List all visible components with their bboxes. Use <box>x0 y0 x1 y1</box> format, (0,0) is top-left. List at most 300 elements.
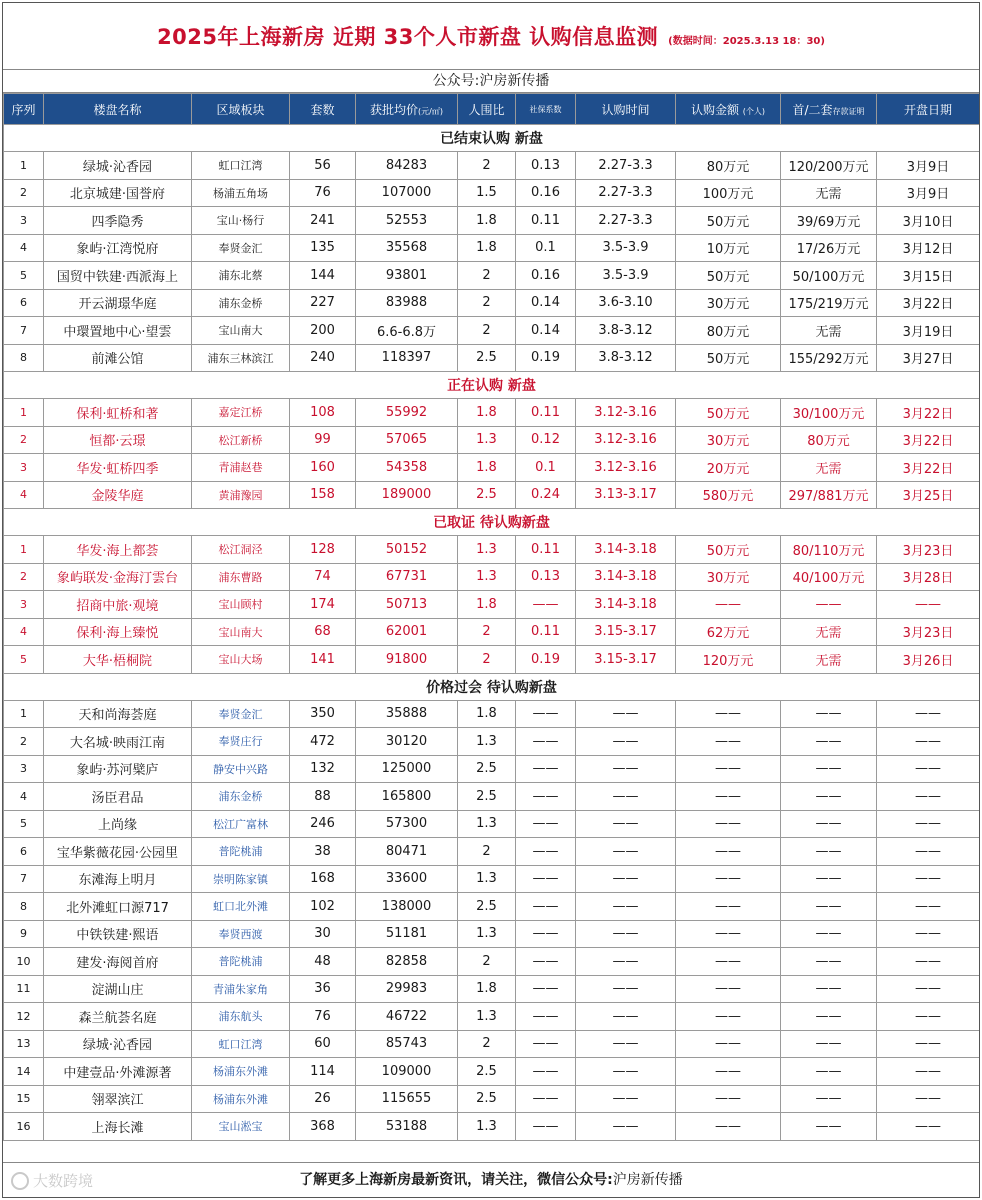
cell-area: 青浦赵巷 <box>192 454 290 482</box>
table-row <box>4 948 980 976</box>
cell-units: 141 <box>290 646 356 674</box>
cell-nm: 中建壹品·外滩源著 <box>44 1058 192 1086</box>
cell-coef: —— <box>516 1030 576 1058</box>
cell-units: 30 <box>290 920 356 948</box>
cell-price: 35888 <box>356 700 458 728</box>
cell-price: 57300 <box>356 810 458 838</box>
cell-price: 30120 <box>356 728 458 756</box>
cell-open: 3月26日 <box>877 646 980 674</box>
cell-coef: —— <box>516 893 576 921</box>
col-header-name: 楼盘名称 <box>44 94 192 125</box>
listing-table <box>3 93 980 1141</box>
cell-area: 奉贤金汇 <box>192 700 290 728</box>
report-title-bar <box>3 3 979 70</box>
cell-area: 松江新桥 <box>192 426 290 454</box>
cell-coef: 0.16 <box>516 179 576 207</box>
cell-coef: —— <box>516 865 576 893</box>
cell-amount: —— <box>676 591 781 619</box>
cell-nm: 金陵华庭 <box>44 481 192 509</box>
cell-ratio: 2 <box>458 262 516 290</box>
cell-area: 黄浦豫园 <box>192 481 290 509</box>
cell-time: 3.14-3.18 <box>576 563 676 591</box>
cell-idx: 7 <box>4 317 44 345</box>
data-timestamp: (数据时间：2025.3.13 18：30) <box>668 35 825 47</box>
cell-ratio: 2 <box>458 152 516 180</box>
cell-open: 3月28日 <box>877 563 980 591</box>
cell-time: 3.13-3.17 <box>576 481 676 509</box>
cell-nm: 招商中旅·观境 <box>44 591 192 619</box>
cell-open: —— <box>877 755 980 783</box>
cell-amount: —— <box>676 783 781 811</box>
table-row <box>4 1030 980 1058</box>
cell-area: 宝山·杨行 <box>192 207 290 235</box>
cell-nm: 华发·海上都荟 <box>44 536 192 564</box>
cell-units: 48 <box>290 948 356 976</box>
table-row <box>4 262 980 290</box>
cell-time: —— <box>576 755 676 783</box>
cell-ratio: 1.8 <box>458 207 516 235</box>
cell-units: 36 <box>290 975 356 1003</box>
cell-coef: —— <box>516 975 576 1003</box>
cell-time: 3.15-3.17 <box>576 646 676 674</box>
cell-units: 368 <box>290 1113 356 1141</box>
cell-ratio: 1.8 <box>458 454 516 482</box>
cell-area: 奉贤金汇 <box>192 234 290 262</box>
cell-ratio: 2.5 <box>458 1058 516 1086</box>
cell-area: 杨浦东外滩 <box>192 1085 290 1113</box>
ongoing-rows <box>4 399 980 509</box>
cell-ratio: 2.5 <box>458 783 516 811</box>
cell-deposit: 297/881万元 <box>781 481 877 509</box>
cell-price: 165800 <box>356 783 458 811</box>
cell-coef: —— <box>516 920 576 948</box>
cell-deposit: —— <box>781 810 877 838</box>
cell-amount: 20万元 <box>676 454 781 482</box>
table-row <box>4 1058 980 1086</box>
cell-ratio: 2 <box>458 646 516 674</box>
cell-price: 46722 <box>356 1003 458 1031</box>
cell-idx: 6 <box>4 838 44 866</box>
cell-open: —— <box>877 920 980 948</box>
cell-open: —— <box>877 700 980 728</box>
cell-nm: 绿城·沁香园 <box>44 152 192 180</box>
cell-units: 38 <box>290 838 356 866</box>
cell-ratio: 1.8 <box>458 975 516 1003</box>
cell-coef: 0.12 <box>516 426 576 454</box>
cell-coef: —— <box>516 948 576 976</box>
cell-amount: 50万元 <box>676 344 781 372</box>
cell-open: —— <box>877 948 980 976</box>
cell-area: 奉贤西渡 <box>192 920 290 948</box>
cell-nm: 建发·海阅首府 <box>44 948 192 976</box>
cell-time: —— <box>576 1003 676 1031</box>
cell-idx: 2 <box>4 563 44 591</box>
cell-open: 3月27日 <box>877 344 980 372</box>
table-row <box>4 289 980 317</box>
cell-idx: 1 <box>4 152 44 180</box>
cell-nm: 上尚缘 <box>44 810 192 838</box>
table-row <box>4 344 980 372</box>
cell-open: 3月15日 <box>877 262 980 290</box>
cell-coef: 0.14 <box>516 317 576 345</box>
cell-amount: 100万元 <box>676 179 781 207</box>
cell-nm: 四季隐秀 <box>44 207 192 235</box>
cell-units: 168 <box>290 865 356 893</box>
cell-open: 3月23日 <box>877 536 980 564</box>
cell-amount: 10万元 <box>676 234 781 262</box>
cell-coef: —— <box>516 1003 576 1031</box>
cell-price: 93801 <box>356 262 458 290</box>
col-header-index: 序列 <box>4 94 44 125</box>
cell-time: —— <box>576 1085 676 1113</box>
cell-area: 浦东曹路 <box>192 563 290 591</box>
table-row <box>4 179 980 207</box>
cell-price: 35568 <box>356 234 458 262</box>
cell-nm: 象屿·江湾悦府 <box>44 234 192 262</box>
cell-deposit: —— <box>781 1003 877 1031</box>
cell-units: 60 <box>290 1030 356 1058</box>
cell-idx: 3 <box>4 755 44 783</box>
cell-ratio: 1.8 <box>458 591 516 619</box>
cell-nm: 华发·虹桥四季 <box>44 454 192 482</box>
cell-units: 246 <box>290 810 356 838</box>
cell-time: —— <box>576 865 676 893</box>
cell-area: 崇明陈家镇 <box>192 865 290 893</box>
cell-price: 84283 <box>356 152 458 180</box>
cell-ratio: 2.5 <box>458 344 516 372</box>
cell-time: —— <box>576 838 676 866</box>
cell-ratio: 1.3 <box>458 426 516 454</box>
cell-coef: 0.1 <box>516 454 576 482</box>
cell-coef: —— <box>516 700 576 728</box>
cell-nm: 北京城建·国誉府 <box>44 179 192 207</box>
cell-idx: 12 <box>4 1003 44 1031</box>
cell-open: 3月23日 <box>877 618 980 646</box>
cell-area: 杨浦五角场 <box>192 179 290 207</box>
cell-time: —— <box>576 700 676 728</box>
cell-deposit: 175/219万元 <box>781 289 877 317</box>
cell-price: 118397 <box>356 344 458 372</box>
cell-open: 3月9日 <box>877 152 980 180</box>
section-header-ended: 已结束认购 新盘 <box>4 125 980 152</box>
cell-ratio: 1.8 <box>458 700 516 728</box>
cell-deposit: 80/110万元 <box>781 536 877 564</box>
cell-idx: 4 <box>4 234 44 262</box>
cell-coef: 0.13 <box>516 152 576 180</box>
cell-ratio: 2 <box>458 838 516 866</box>
cell-time: —— <box>576 920 676 948</box>
cell-price: 109000 <box>356 1058 458 1086</box>
cell-coef: 0.19 <box>516 344 576 372</box>
cell-idx: 2 <box>4 728 44 756</box>
cell-price: 57065 <box>356 426 458 454</box>
cell-time: 3.6-3.10 <box>576 289 676 317</box>
cell-price: 125000 <box>356 755 458 783</box>
col-header-ratio: 人围比 <box>458 94 516 125</box>
cell-ratio: 2.5 <box>458 1085 516 1113</box>
cell-nm: 森兰航荟名庭 <box>44 1003 192 1031</box>
cell-ratio: 1.3 <box>458 810 516 838</box>
cell-ratio: 1.8 <box>458 234 516 262</box>
cell-time: 3.14-3.18 <box>576 591 676 619</box>
cell-units: 158 <box>290 481 356 509</box>
cell-units: 108 <box>290 399 356 427</box>
cell-nm: 东滩海上明月 <box>44 865 192 893</box>
cell-area: 虹口北外滩 <box>192 893 290 921</box>
cell-units: 76 <box>290 179 356 207</box>
cell-idx: 14 <box>4 1058 44 1086</box>
cell-nm: 汤臣君品 <box>44 783 192 811</box>
table-row <box>4 399 980 427</box>
cell-deposit: 155/292万元 <box>781 344 877 372</box>
ended-rows <box>4 152 980 372</box>
cell-deposit: —— <box>781 1058 877 1086</box>
cell-open: —— <box>877 838 980 866</box>
cell-nm: 开云湖璟华庭 <box>44 289 192 317</box>
cell-ratio: 1.3 <box>458 1003 516 1031</box>
cell-open: —— <box>877 975 980 1003</box>
cell-idx: 4 <box>4 618 44 646</box>
cell-nm: 象屿·苏河檗庐 <box>44 755 192 783</box>
report-title: 2025年上海新房 近期 33个人市新盘 认购信息监测 <box>157 25 659 49</box>
watermark-ring-icon <box>11 1172 29 1190</box>
cell-deposit: —— <box>781 728 877 756</box>
cell-open: —— <box>877 1085 980 1113</box>
cell-area: 虹口江湾 <box>192 1030 290 1058</box>
cell-nm: 大名城·映雨江南 <box>44 728 192 756</box>
cell-time: 2.27-3.3 <box>576 152 676 180</box>
cell-idx: 8 <box>4 344 44 372</box>
cell-price: 83988 <box>356 289 458 317</box>
col-header-sub-time: 认购时间 <box>576 94 676 125</box>
cell-nm: 大华·梧桐院 <box>44 646 192 674</box>
table-row <box>4 1113 980 1141</box>
table-row <box>4 865 980 893</box>
cell-idx: 4 <box>4 481 44 509</box>
table-row <box>4 728 980 756</box>
cell-idx: 11 <box>4 975 44 1003</box>
cell-deposit: —— <box>781 1113 877 1141</box>
table-row <box>4 1003 980 1031</box>
cell-time: 3.12-3.16 <box>576 399 676 427</box>
cell-area: 普陀桃浦 <box>192 838 290 866</box>
cell-idx: 2 <box>4 179 44 207</box>
cell-idx: 1 <box>4 700 44 728</box>
footer-note <box>3 1162 979 1197</box>
cell-area: 宝山淞宝 <box>192 1113 290 1141</box>
cell-deposit: 无需 <box>781 646 877 674</box>
cell-units: 135 <box>290 234 356 262</box>
priced-rows <box>4 700 980 1140</box>
cell-open: 3月22日 <box>877 454 980 482</box>
cell-coef: —— <box>516 755 576 783</box>
cell-nm: 北外滩虹口源717 <box>44 893 192 921</box>
cell-amount: 80万元 <box>676 317 781 345</box>
cell-coef: 0.16 <box>516 262 576 290</box>
table-row <box>4 481 980 509</box>
cell-deposit: —— <box>781 893 877 921</box>
cell-nm: 中環置地中心·望雲 <box>44 317 192 345</box>
cell-amount: 120万元 <box>676 646 781 674</box>
cell-deposit: —— <box>781 700 877 728</box>
cell-amount: —— <box>676 1003 781 1031</box>
cell-amount: —— <box>676 700 781 728</box>
cell-nm: 象屿联发·金海汀雲台 <box>44 563 192 591</box>
cell-ratio: 2 <box>458 289 516 317</box>
cell-coef: —— <box>516 783 576 811</box>
cell-area: 松江广富林 <box>192 810 290 838</box>
footer-account: 沪房新传播 <box>612 1172 683 1188</box>
cell-deposit: —— <box>781 1030 877 1058</box>
cell-price: 80471 <box>356 838 458 866</box>
table-row <box>4 152 980 180</box>
cell-open: —— <box>877 1030 980 1058</box>
cell-amount: 50万元 <box>676 207 781 235</box>
cell-deposit: 无需 <box>781 179 877 207</box>
cell-price: 91800 <box>356 646 458 674</box>
table-row <box>4 755 980 783</box>
cell-area: 静安中兴路 <box>192 755 290 783</box>
table-row <box>4 563 980 591</box>
cell-deposit: —— <box>781 865 877 893</box>
cell-deposit: 无需 <box>781 618 877 646</box>
table-row <box>4 207 980 235</box>
cell-deposit: 17/26万元 <box>781 234 877 262</box>
cell-nm: 翎翠滨江 <box>44 1085 192 1113</box>
cell-amount: 50万元 <box>676 262 781 290</box>
cell-deposit: —— <box>781 920 877 948</box>
account-subhead: 公众号:沪房新传播 <box>3 70 979 93</box>
cell-price: 107000 <box>356 179 458 207</box>
table-header-row <box>4 94 980 125</box>
table-row <box>4 700 980 728</box>
cell-time: —— <box>576 1058 676 1086</box>
cell-area: 浦东三林滨江 <box>192 344 290 372</box>
cell-amount: —— <box>676 975 781 1003</box>
cell-deposit: —— <box>781 838 877 866</box>
cell-ratio: 2 <box>458 317 516 345</box>
cell-open: —— <box>877 893 980 921</box>
table-row <box>4 1085 980 1113</box>
cell-time: 3.8-3.12 <box>576 344 676 372</box>
cell-units: 99 <box>290 426 356 454</box>
cell-idx: 7 <box>4 865 44 893</box>
cell-open: 3月12日 <box>877 234 980 262</box>
cell-open: 3月9日 <box>877 179 980 207</box>
table-row <box>4 618 980 646</box>
cell-area: 普陀桃浦 <box>192 948 290 976</box>
cell-nm: 绿城·沁香园 <box>44 1030 192 1058</box>
cell-area: 虹口江湾 <box>192 152 290 180</box>
cell-time: —— <box>576 1030 676 1058</box>
cell-amount: —— <box>676 1113 781 1141</box>
cell-deposit: 30/100万元 <box>781 399 877 427</box>
cell-price: 53188 <box>356 1113 458 1141</box>
cell-coef: 0.19 <box>516 646 576 674</box>
table-row <box>4 975 980 1003</box>
cell-price: 55992 <box>356 399 458 427</box>
cell-units: 240 <box>290 344 356 372</box>
cell-amount: —— <box>676 1058 781 1086</box>
col-header-price: 获批均价(元/㎡) <box>356 94 458 125</box>
table-row <box>4 920 980 948</box>
cell-idx: 5 <box>4 262 44 290</box>
cell-open: —— <box>877 591 980 619</box>
cell-price: 54358 <box>356 454 458 482</box>
cell-area: 浦东航头 <box>192 1003 290 1031</box>
table-row <box>4 893 980 921</box>
cell-time: —— <box>576 975 676 1003</box>
cell-nm: 宝华紫薇花园·公园里 <box>44 838 192 866</box>
cell-ratio: 1.5 <box>458 179 516 207</box>
cell-ratio: 2.5 <box>458 481 516 509</box>
col-header-area: 区域板块 <box>192 94 290 125</box>
cell-open: —— <box>877 865 980 893</box>
cell-units: 241 <box>290 207 356 235</box>
table-row <box>4 646 980 674</box>
cell-units: 68 <box>290 618 356 646</box>
table-row <box>4 536 980 564</box>
cell-idx: 15 <box>4 1085 44 1113</box>
table-row <box>4 810 980 838</box>
cell-nm: 保利·虹桥和著 <box>44 399 192 427</box>
cell-deposit: 39/69万元 <box>781 207 877 235</box>
table-row <box>4 426 980 454</box>
cell-amount: —— <box>676 865 781 893</box>
certified-rows <box>4 536 980 674</box>
table-row <box>4 838 980 866</box>
cell-coef: —— <box>516 810 576 838</box>
cell-time: —— <box>576 728 676 756</box>
cell-deposit: —— <box>781 1085 877 1113</box>
cell-ratio: 2.5 <box>458 893 516 921</box>
cell-area: 浦东金桥 <box>192 289 290 317</box>
cell-ratio: 2 <box>458 1030 516 1058</box>
cell-amount: 30万元 <box>676 426 781 454</box>
cell-time: —— <box>576 1113 676 1141</box>
cell-price: 33600 <box>356 865 458 893</box>
section-header-certified: 已取证 待认购新盘 <box>4 509 980 536</box>
cell-price: 189000 <box>356 481 458 509</box>
cell-nm: 天和尚海荟庭 <box>44 700 192 728</box>
cell-idx: 1 <box>4 536 44 564</box>
cell-price: 52553 <box>356 207 458 235</box>
cell-idx: 3 <box>4 454 44 482</box>
cell-amount: —— <box>676 728 781 756</box>
cell-amount: —— <box>676 810 781 838</box>
cell-time: 3.15-3.17 <box>576 618 676 646</box>
cell-units: 74 <box>290 563 356 591</box>
cell-open: —— <box>877 1003 980 1031</box>
cell-open: 3月22日 <box>877 399 980 427</box>
cell-units: 144 <box>290 262 356 290</box>
cell-idx: 13 <box>4 1030 44 1058</box>
cell-coef: 0.24 <box>516 481 576 509</box>
cell-idx: 6 <box>4 289 44 317</box>
cell-price: 62001 <box>356 618 458 646</box>
cell-idx: 9 <box>4 920 44 948</box>
cell-time: —— <box>576 783 676 811</box>
cell-deposit: 无需 <box>781 454 877 482</box>
cell-ratio: 1.8 <box>458 399 516 427</box>
cell-open: 3月10日 <box>877 207 980 235</box>
cell-units: 132 <box>290 755 356 783</box>
cell-time: —— <box>576 893 676 921</box>
cell-amount: 50万元 <box>676 536 781 564</box>
cell-open: 3月22日 <box>877 289 980 317</box>
cell-units: 160 <box>290 454 356 482</box>
cell-coef: 0.11 <box>516 207 576 235</box>
